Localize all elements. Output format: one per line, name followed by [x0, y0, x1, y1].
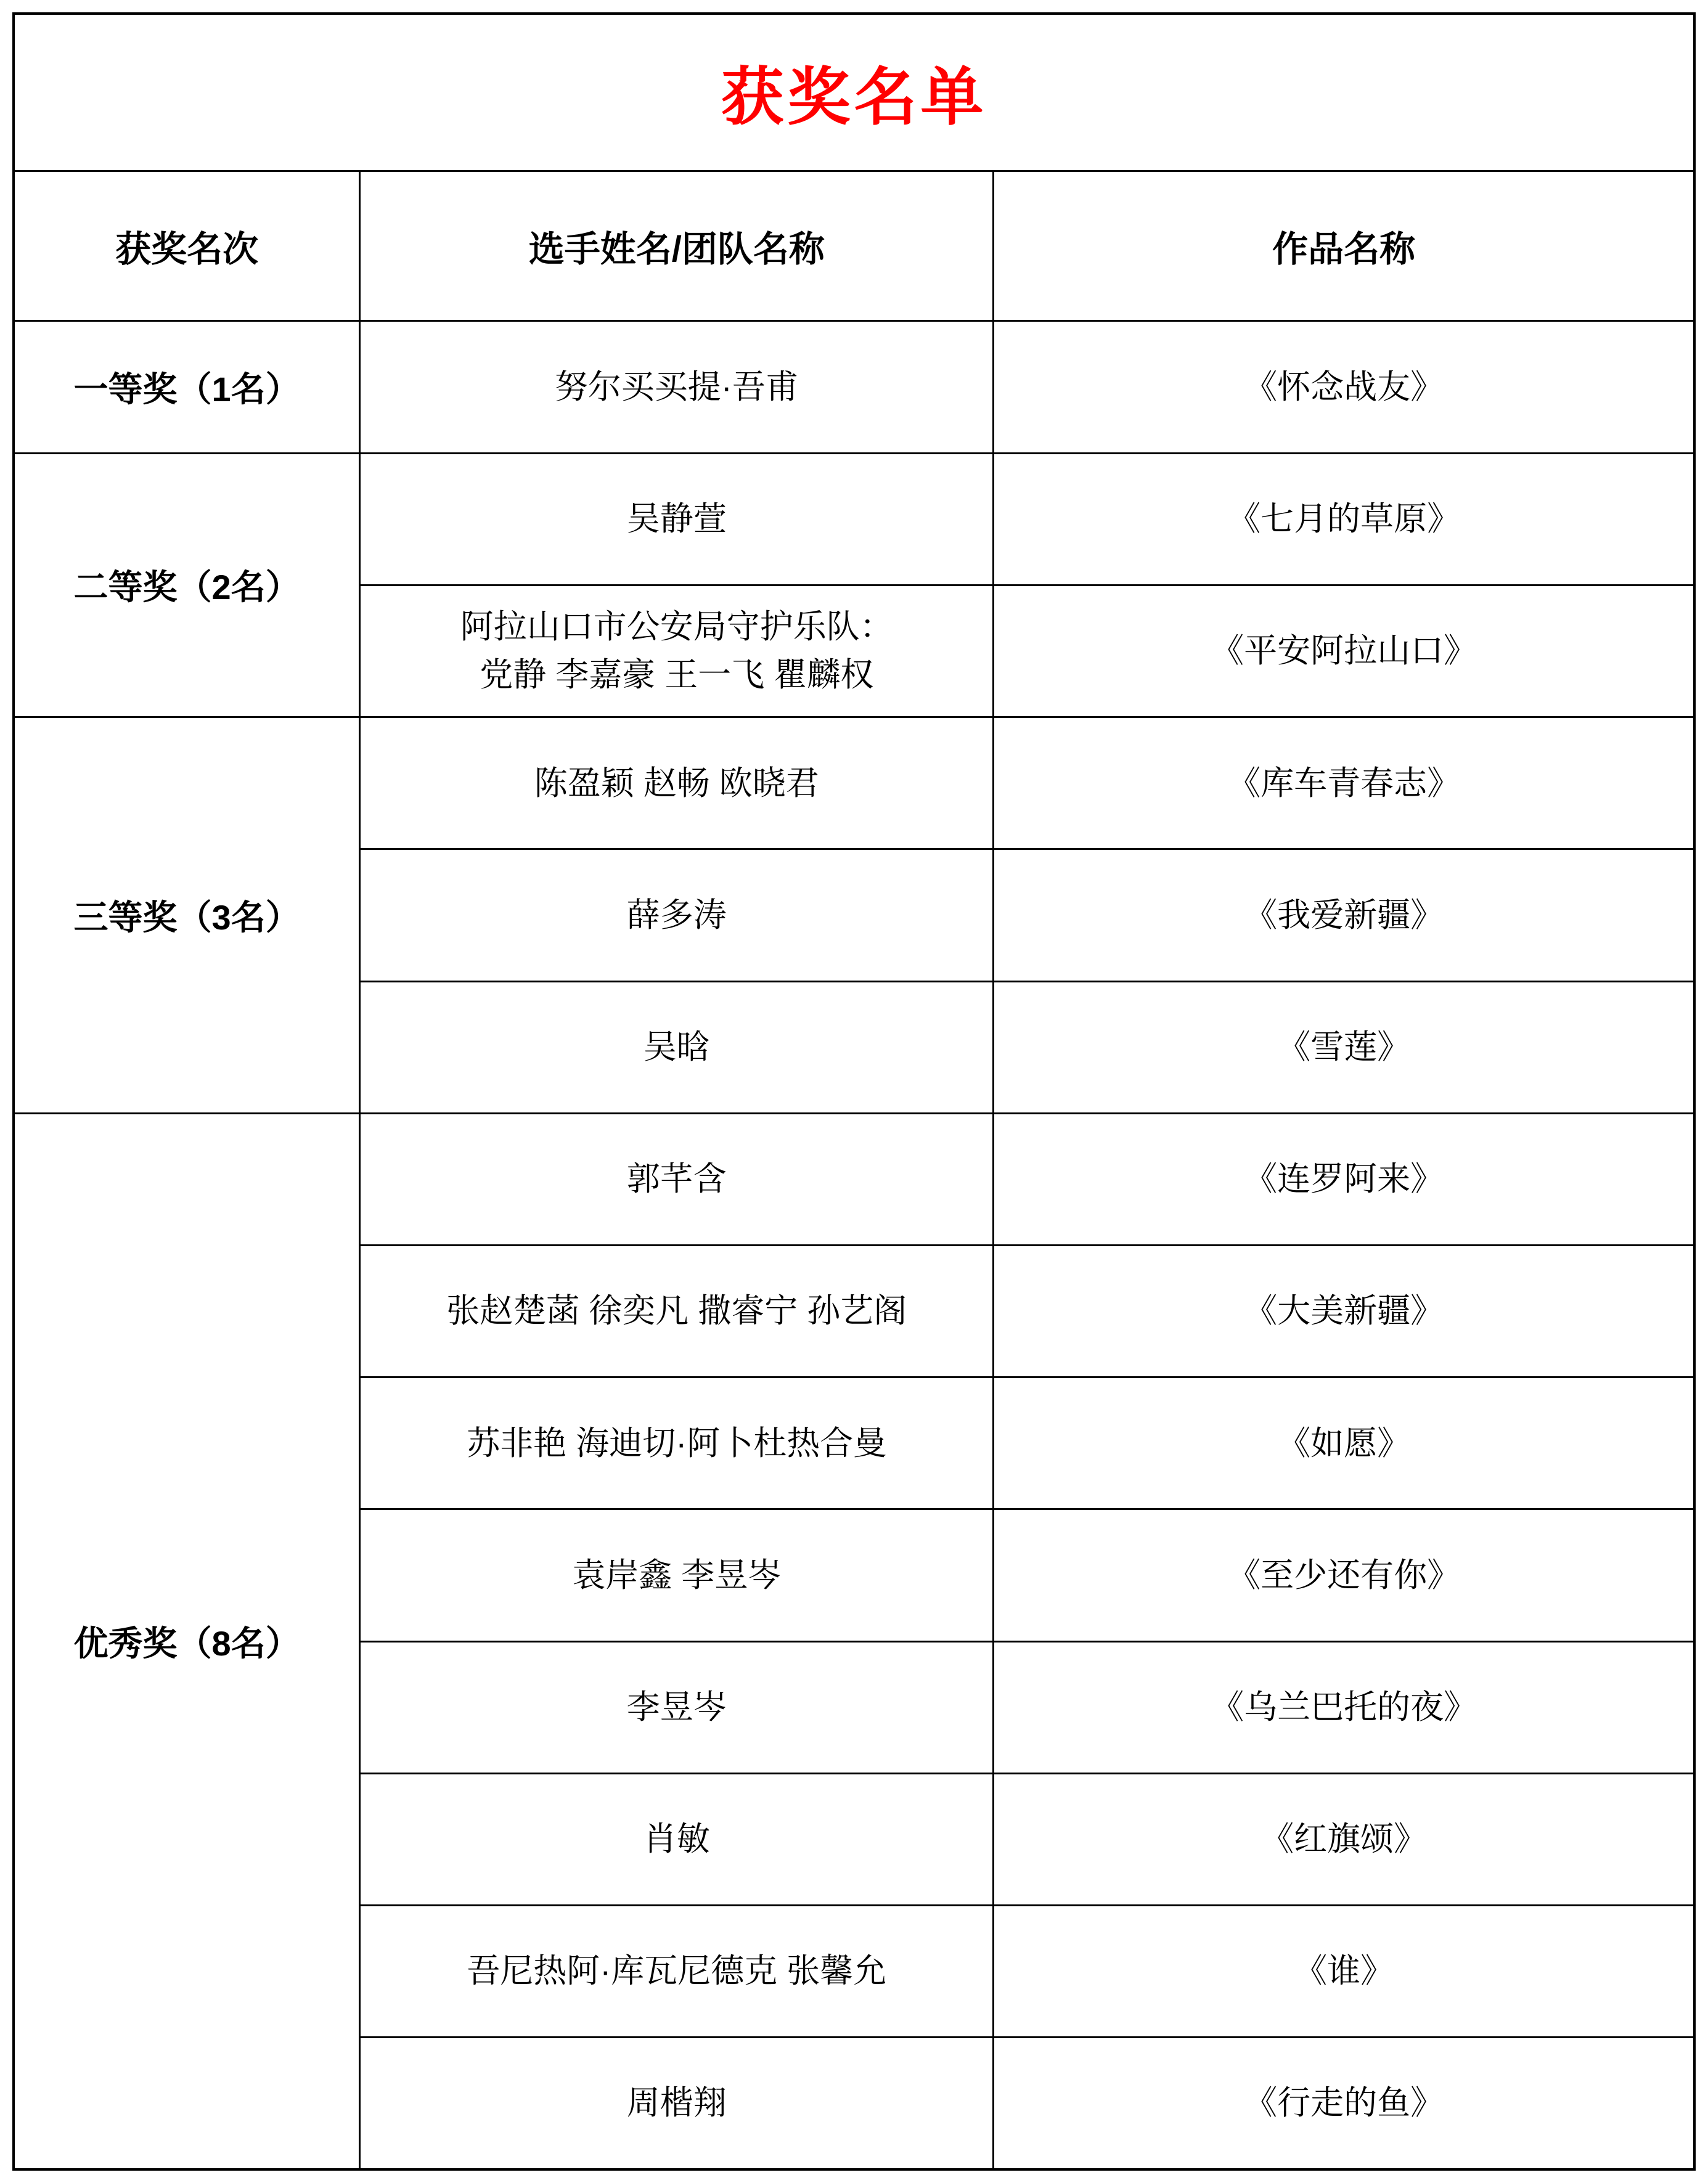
work-cell: 《乌兰巴托的夜》 [994, 1641, 1694, 1773]
title-row [14, 14, 1694, 171]
award-tier-cell: 二等奖（2名） [14, 453, 360, 717]
contestant-cell [360, 1377, 994, 1509]
award-rows [14, 321, 1694, 2169]
work-cell: 《红旗颂》 [994, 1773, 1694, 1905]
work-cell: 《行走的鱼》 [994, 2038, 1694, 2169]
contestant-line: 吴晗 [643, 1028, 710, 1066]
work-cell: 《我爱新疆》 [994, 849, 1694, 981]
contestant-cell [360, 1905, 994, 2037]
work-cell: 《平安阿拉山口》 [994, 585, 1694, 717]
work-cell: 《七月的草原》 [994, 453, 1694, 585]
contestant-cell [360, 981, 994, 1113]
page-title: 获奖名单 [14, 14, 1694, 171]
contestant-line: 周楷翔 [626, 2084, 727, 2122]
contestant-cell [360, 1245, 994, 1377]
table-row [14, 453, 1694, 585]
award-tier-cell: 三等奖（3名） [14, 717, 360, 1114]
contestant-cell [360, 1641, 994, 1773]
contestant-cell [360, 1773, 994, 1905]
table-row [14, 717, 1694, 849]
contestant-line: 阿拉山口市公安局守护乐队： [460, 608, 893, 646]
work-cell: 《连罗阿来》 [994, 1113, 1694, 1245]
award-table [12, 12, 1696, 2171]
work-cell: 《至少还有你》 [994, 1509, 1694, 1641]
award-tier-cell: 一等奖（1名） [14, 321, 360, 453]
work-cell: 《如愿》 [994, 1377, 1694, 1509]
award-tier-cell: 优秀奖（8名） [14, 1113, 360, 2169]
table-row [14, 321, 1694, 453]
contestant-line: 苏非艳 海迪切·阿卜杜热合曼 [467, 1424, 887, 1462]
contestant-cell [360, 717, 994, 849]
col-header-contestant: 选手姓名/团队名称 [360, 171, 994, 321]
contestant-line: 袁岸鑫 李昱岑 [572, 1556, 782, 1594]
col-header-rank: 获奖名次 [14, 171, 360, 321]
work-cell: 《大美新疆》 [994, 1245, 1694, 1377]
contestant-line: 吴静萱 [626, 500, 727, 538]
header-row [14, 171, 1694, 321]
work-cell: 《怀念战友》 [994, 321, 1694, 453]
contestant-cell [360, 453, 994, 585]
work-cell: 《谁》 [994, 1905, 1694, 2037]
contestant-cell [360, 849, 994, 981]
work-cell: 《库车青春志》 [994, 717, 1694, 849]
contestant-cell [360, 2038, 994, 2169]
contestant-line: 肖敏 [643, 1821, 710, 1858]
work-cell: 《雪莲》 [994, 981, 1694, 1113]
contestant-cell [360, 321, 994, 453]
contestant-line: 党静 李嘉豪 王一飞 瞿麟权 [480, 656, 874, 694]
contestant-line: 努尔买买提·吾甫 [554, 368, 799, 406]
contestant-line: 郭芊含 [626, 1161, 727, 1198]
col-header-work: 作品名称 [994, 171, 1694, 321]
contestant-line: 吾尼热阿·库瓦尼德克 张馨允 [467, 1952, 887, 1990]
contestant-cell [360, 1113, 994, 1245]
contestant-line: 李昱岑 [626, 1688, 727, 1726]
contestant-line: 张赵楚菡 徐奕凡 撒睿宁 孙艺阁 [446, 1292, 907, 1330]
contestant-line: 薛多涛 [626, 896, 727, 934]
contestant-cell [360, 1509, 994, 1641]
document-page [12, 12, 1696, 2171]
contestant-cell [360, 585, 994, 717]
contestant-line: 陈盈颖 赵畅 欧晓君 [534, 764, 819, 802]
table-row [14, 1113, 1694, 1245]
